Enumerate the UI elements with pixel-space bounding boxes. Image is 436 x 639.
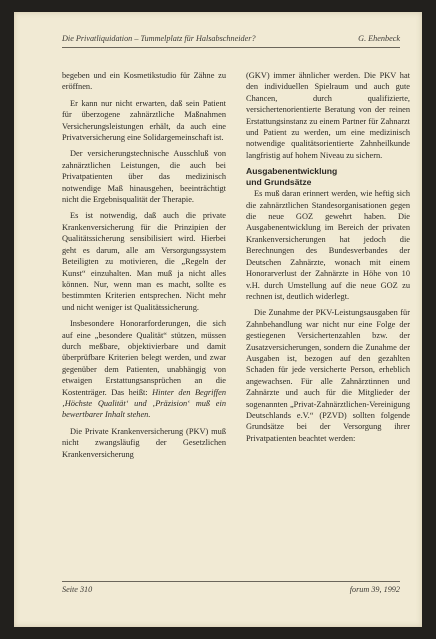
paragraph: Die Zunahme der PKV-Leistungsausgaben für Zahnbehandlung war nicht nur eine Folge der gestiegenen Versichertenzahlen bzw. der Zusatzversicherungen, sondern die Zunahme der Ausgaben ist, bezogen auf den gezahlten Schaden für jede versicherte Person, erheblich angewachsen. Für alle Zahnärztinnen und Zahnärzte und auch für die Mitglieder der sogenannten „Privat-Zahnärztlichen-Vereinigung Deutschlands e.V.“ (PZVD) sollten folgende Grundsätze bei der Versorgung ihrer Privatpatienten beachtet werden: (246, 308, 410, 443)
paragraph (62, 318, 226, 421)
header-author: G. Ehenbeck (358, 34, 400, 43)
section-heading (246, 166, 410, 188)
paragraph: Er kann nur nicht erwarten, daß sein Patient für überzogene zahnärztliche Maßnahmen Versicherungsleistungen erhält, da auch eine Privatversicherung eine Solidargemeinschaft ist. (62, 98, 226, 143)
running-footer (62, 585, 400, 594)
header-title: Die Privatliquidation – Tummelplatz für Halsabschneider? (62, 34, 256, 43)
section-heading-line: und Grundsätze (246, 177, 312, 188)
paragraph: begeben und ein Kosmetikstudio für Zähne zu eröffnen. (62, 71, 226, 92)
running-header (62, 34, 400, 43)
emphasized-text: Hinter den Begriffen ‚Höchste Qualität‘ und ‚Präzision‘ muß ein bewertbarer Inhalt stehen. (62, 387, 227, 420)
paragraph-text: Insbesondere Honorarforderungen, die sich auf eine „besondere Qualität“ stützen, müssen durch meßbare, objektivierbare und damit überprüfbare Kriterien belegt werden, und zwar gegenüber dem Patienten, unabhängig von etwaigen Erstattungsansprüchen an die Kostenträger. Das heißt: (62, 319, 226, 397)
paragraph: Der versicherungstechnische Ausschluß von zahnärztlichen Leistungen, die auch bei Privatpatienten über das medizinisch notwendige Maß hinausgehen, beeinträchtigt nicht die Ergebnisqualität der Therapie. (62, 149, 226, 205)
page-number: Seite 310 (62, 585, 93, 594)
section-heading-line: Ausgabenentwicklung (246, 166, 338, 177)
paragraph: Es ist notwendig, daß auch die private Krankenversicherung für die Prinzipien der Qualitätssicherung sensibilisiert wird. Hierbei geht es darum, alle am Versorgungssystem Beteiligten zu motivieren, die „Regeln der Kunst“ einzuhalten. Man muß ja nicht alles können. Nur, wenn man es macht, sollte es bestimmten Kriterien entsprechen. Nicht mehr und nicht weniger ist Qualitätssicherung. (62, 211, 226, 312)
paragraph: Es muß daran erinnert werden, wie heftig sich die zahnärztlichen Standesorganisationen gegen die neue GOZ gewehrt haben. Die Ausgabenentwicklung im Bereich der privaten Krankenversicherungen hat jedoch die Berechnungen des Bundesverbandes der Deutschen Zahnärzte, wonach mit einem Honorarverlust der Zahnärzte in Höhe von 10 v.H. durch Umstellung auf die neue GOZ zu rechnen ist, deutlich widerlegt. (246, 189, 410, 301)
header-rule (62, 47, 400, 48)
paragraph: Die Private Krankenversicherung (PKV) muß nicht zwangsläufig der Gesetzlichen Krankenversicherung (62, 426, 226, 459)
issue-reference: forum 39, 1992 (349, 585, 400, 594)
document-page (14, 12, 422, 627)
left-column (62, 70, 226, 465)
footer-rule (62, 581, 400, 582)
paragraph: (GKV) immer ähnlicher werden. Die PKV hat den individuellen Spielraum und auch gute Chancen, durch qualifizierte, versichertenorientierte Beratung von der reinen Erstattungsinstanz zu einem Partner für Zahnarzt und Patient zu werden, um eine medizinisch notwendige qualitätsorientierte Zahnheilkunde langfristig auf hohem Niveau zu sichern. (246, 71, 410, 160)
right-column (246, 70, 410, 449)
